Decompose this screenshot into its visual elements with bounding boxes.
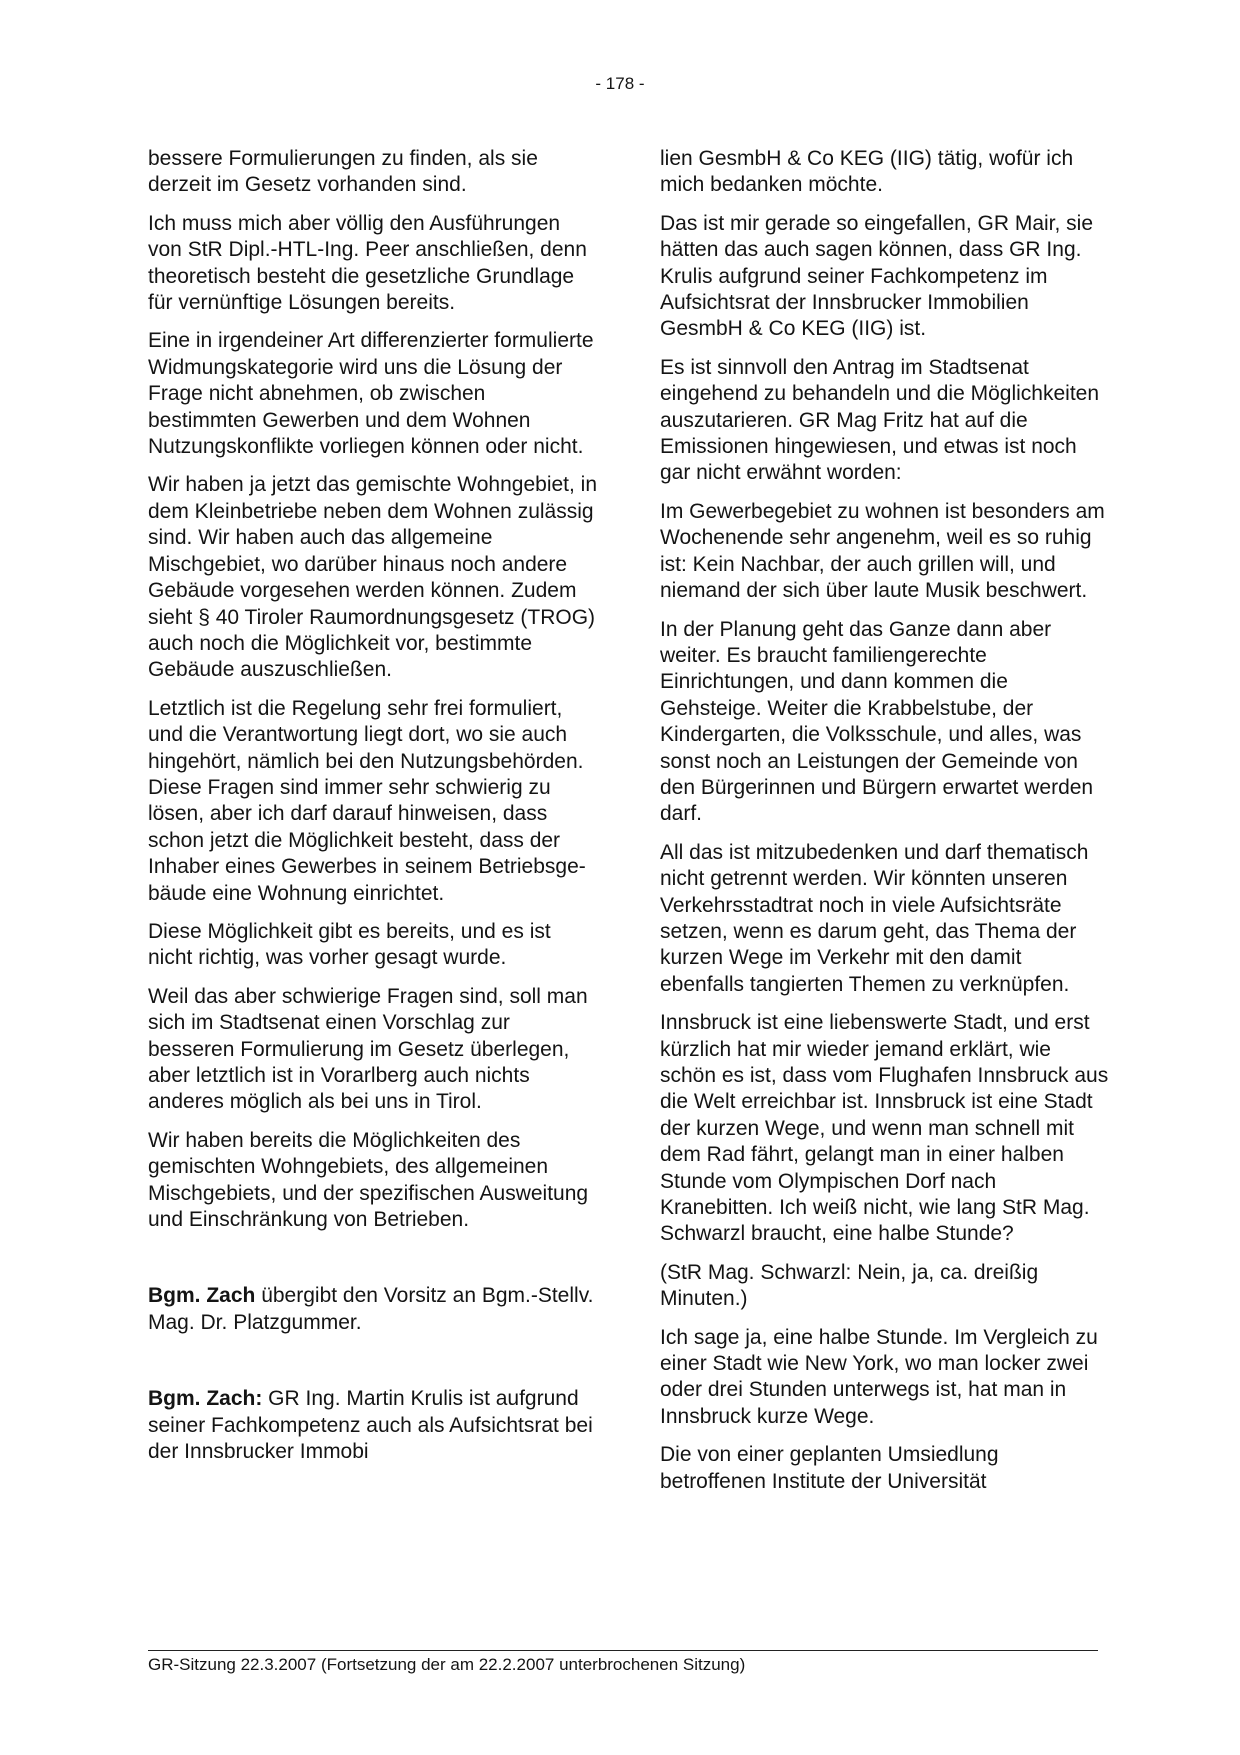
right-column: [660, 146, 1110, 1507]
speech-text: übergibt den Vorsitz an Bgm.-Stellv. Mag. Dr. Platzgummer.: [148, 1284, 594, 1334]
left-column: [148, 146, 598, 1477]
paragraph: Ich sage ja, eine halbe Stunde. Im Vergleich zu einer Stadt wie New York, wo man locker zwei oder drei Stunden unterwegs ist, hat man in Innsbruck kurze Wege.: [660, 1325, 1098, 1428]
paragraph: In der Planung geht das Ganze dann aber weiter. Es braucht familiengerechte Einrichtungen, und dann kommen die Gehsteige. Weiter die Krabbelstube, der Kindergarten, die Volksschule, und alles, was sonst noch an Leistungen der Gemeinde von den Bürgerinnen und Bürgern erwartet werden darf.: [660, 617, 1094, 826]
paragraph: Diese Möglichkeit gibt es bereits, und es ist nicht richtig, was vorher gesagt wurde.: [148, 919, 551, 970]
footer-divider: [148, 1650, 1098, 1651]
speaker-name: Bgm. Zach: [148, 1284, 256, 1308]
paragraph: Innsbruck ist eine liebenswerte Stadt, und erst kürzlich hat mir wieder jemand erklärt, wie schön es ist, dass vom Flughafen Innsbruck aus die Welt erreichbar ist. Innsbruck ist eine Stadt der kurzen Wege, und wenn man schnell mit dem Rad fährt, gelangt man in einer halben Stunde vom Olympischen Dorf nach Kranebitten. Ich weiß nicht, wie lang StR Mag. Schwarzl braucht, eine halbe Stunde?: [660, 1011, 1109, 1246]
paragraph: Das ist mir gerade so eingefallen, GR Mair, sie hätten das auch sagen können, dass GR Ing. Krulis aufgrund seiner Fachkompetenz im Aufsichtsrat der Innsbrucker Immobilien GesmbH & Co KEG (IIG) ist.: [660, 211, 1094, 341]
interjection-paragraph: (StR Mag. Schwarzl: Nein, ja, ca. dreißig Minuten.): [660, 1260, 1039, 1311]
footer-text: GR-Sitzung 22.3.2007 (Fortsetzung der am 22.2.2007 unterbrochenen Sitzung): [148, 1655, 746, 1674]
paragraph: lien GesmbH & Co KEG (IIG) tätig, wofür ich mich bedanken möchte.: [660, 147, 1074, 197]
paragraph: Im Gewerbegebiet zu wohnen ist besonders am Wochenende sehr angenehm, weil es so ruhig ist: Kein Nachbar, der auch grillen will, und niemand der sich über laute Musik beschwert.: [660, 499, 1105, 603]
paragraph: Letztlich ist die Regelung sehr frei formuliert, und die Verantwortung liegt dort, wo sie auch hingehört, nämlich bei den Nutzungsbehörden. Diese Fragen sind immer sehr schwierig zu lösen, aber ich darf darauf hinweisen, dass schon jetzt die Möglichkeit besteht, dass der Inhaber eines Gewerbes in seinem Betriebsgebäude eine Wohnung einrichtet.: [148, 696, 586, 905]
speech-paragraph: [148, 1386, 598, 1465]
speaker-name: Bgm. Zach:: [148, 1387, 263, 1411]
paragraph: Es ist sinnvoll den Antrag im Stadtsenat eingehend zu behandeln und die Möglichkeiten auszutarieren. GR Mag Fritz hat auf die Emissionen hingewiesen, und etwas ist noch gar nicht erwähnt worden:: [660, 355, 1100, 485]
paragraph: bessere Formulierungen zu finden, als sie derzeit im Gesetz vorhanden sind.: [148, 147, 538, 197]
paragraph: Ich muss mich aber völlig den Ausführungen von StR Dipl.-HTL-Ing. Peer anschließen, denn theoretisch besteht die gesetzliche Grundlage für vernünftige Lösungen bereits.: [148, 211, 587, 315]
paragraph: All das ist mitzubedenken und darf thematisch nicht getrennt werden. Wir könnten unseren Verkehrsstadtrat noch in viele Aufsichtsräte setzen, wenn es darum geht, das Thema der kurzen Wege im Verkehr mit den damit ebenfalls tangierten Themen zu verknüpfen.: [660, 840, 1089, 996]
paragraph: Die von einer geplanten Umsiedlung betroffenen Institute der Universität: [660, 1443, 999, 1493]
paragraph: Eine in irgendeiner Art differenzierter formulierte Widmungskategorie wird uns die Lösung der Frage nicht abnehmen, ob zwischen bestimmten Gewerben und dem Wohnen Nutzungskonflikte vorliegen können oder nicht.: [148, 329, 594, 459]
paragraph: Wir haben bereits die Möglichkeiten des gemischten Wohngebiets, des allgemeinen Mischgebiets, und der spezifischen Ausweitung und Einschränkung von Betrieben.: [148, 1128, 589, 1232]
paragraph: Weil das aber schwierige Fragen sind, soll man sich im Stadtsenat einen Vorschlag zur besseren Formulierung im Gesetz überlegen, aber letztlich ist in Vorarlberg auch nichts anderes möglich als bei uns in Tirol.: [148, 984, 588, 1114]
page-number: - 178 -: [595, 74, 645, 93]
paragraph: Wir haben ja jetzt das gemischte Wohngebiet, in dem Kleinbetriebe neben dem Wohnen zulässig sind. Wir haben auch das allgemeine Mischgebiet, wo darüber hinaus noch andere Gebäude vorgesehen werden können. Zudem sieht § 40 Tiroler Raumordnungsgesetz (TROG) auch noch die Möglichkeit vor, bestimmte Gebäude auszuschließen.: [148, 473, 598, 682]
chair-handover-paragraph: [148, 1283, 598, 1336]
speech-text: GR Ing. Martin Krulis ist aufgrund seiner Fachkompetenz auch als Aufsichtsrat bei der Innsbrucker Immobi: [148, 1387, 593, 1464]
